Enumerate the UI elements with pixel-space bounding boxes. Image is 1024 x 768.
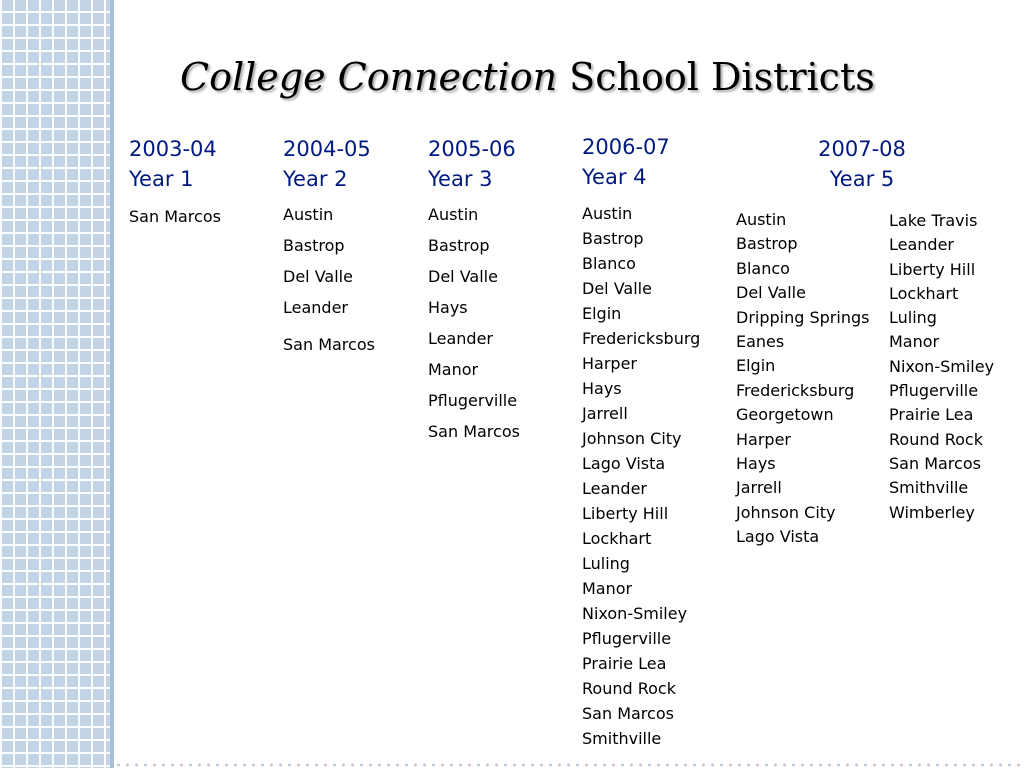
district-item: Del Valle	[428, 267, 498, 286]
district-list-year-1	[129, 201, 221, 232]
district-item: Johnson City	[582, 429, 682, 448]
district-list-year-5-a	[736, 208, 869, 550]
district-item: Smithville	[889, 478, 969, 498]
district-item: San Marcos	[283, 335, 375, 354]
column-year: Year 5	[829, 167, 895, 191]
district-item: Manor	[582, 579, 633, 598]
column-header-2004-05	[283, 134, 371, 194]
district-item: Wimberley	[889, 502, 975, 522]
column-term: 2003-04	[129, 137, 217, 161]
district-item: Leander	[889, 235, 954, 255]
district-item: Smithville	[582, 729, 662, 748]
column-term: 2006-07	[582, 135, 670, 159]
district-item: Del Valle	[582, 279, 652, 298]
district-item: Johnson City	[736, 502, 836, 522]
district-item: Prairie Lea	[889, 405, 974, 425]
decorative-bottom-border	[114, 762, 1024, 768]
district-item: Austin	[582, 204, 633, 223]
district-item: Leander	[428, 329, 493, 348]
district-item: Harper	[736, 429, 791, 449]
column-header-2006-07	[582, 132, 670, 192]
district-item: Liberty Hill	[582, 504, 669, 523]
column-year: Year 1	[129, 167, 194, 191]
district-item: Hays	[736, 454, 776, 474]
district-item: Lago Vista	[736, 527, 820, 547]
column-header-2007-08	[796, 134, 928, 194]
slide-title-rest: School Districts	[557, 55, 875, 99]
district-item: Blanco	[582, 254, 636, 273]
district-item: Jarrell	[736, 478, 782, 498]
district-list-year-2	[283, 199, 375, 360]
district-item: Nixon-Smiley	[582, 604, 688, 623]
district-item: Round Rock	[889, 429, 983, 449]
district-item: Austin	[283, 205, 334, 224]
district-item: Luling	[889, 308, 937, 328]
slide-title	[180, 52, 875, 102]
district-item: Lago Vista	[582, 454, 666, 473]
district-item: Lake Travis	[889, 211, 978, 230]
column-header-2003-04	[129, 134, 217, 194]
district-list-year-5-b	[889, 209, 994, 525]
district-item: Fredericksburg	[736, 380, 855, 400]
district-item: Leander	[283, 298, 348, 317]
district-item: Lockhart	[582, 529, 652, 548]
column-header-2005-06	[428, 134, 516, 194]
district-item: Bastrop	[283, 236, 345, 255]
district-item: Del Valle	[736, 283, 806, 303]
column-term: 2007-08	[818, 137, 906, 161]
district-item: Eanes	[736, 332, 785, 352]
slide-title-italic: College Connection	[180, 55, 558, 99]
district-item: Del Valle	[283, 267, 353, 286]
district-list-year-4	[582, 201, 700, 751]
district-item: Georgetown	[736, 405, 834, 425]
district-item: Elgin	[582, 304, 622, 323]
column-year: Year 3	[428, 167, 493, 191]
district-item: Pflugerville	[889, 381, 979, 401]
district-item: Manor	[889, 332, 940, 352]
district-item: Pflugerville	[428, 391, 518, 410]
column-term: 2005-06	[428, 137, 516, 161]
column-term: 2004-05	[283, 137, 371, 161]
district-item: Fredericksburg	[582, 329, 701, 348]
district-item: Hays	[582, 379, 622, 398]
district-item: Elgin	[736, 356, 776, 376]
district-item: Manor	[428, 360, 479, 379]
district-item: Nixon-Smiley	[889, 356, 995, 376]
district-item: Jarrell	[582, 404, 628, 423]
district-item: Austin	[736, 210, 787, 229]
district-item: Pflugerville	[582, 629, 672, 648]
district-item: Luling	[582, 554, 630, 573]
district-item: Prairie Lea	[582, 654, 667, 673]
district-item: Hays	[428, 298, 468, 317]
column-year: Year 4	[582, 165, 647, 189]
district-item: San Marcos	[889, 453, 981, 473]
district-item: Round Rock	[582, 679, 676, 698]
district-item: Bastrop	[736, 234, 798, 254]
district-item: Austin	[428, 205, 479, 224]
district-item: San Marcos	[428, 422, 520, 441]
district-item: San Marcos	[582, 704, 674, 723]
district-item: Liberty Hill	[889, 259, 976, 279]
district-item: Bastrop	[428, 236, 490, 255]
district-item: Bastrop	[582, 229, 644, 248]
district-item: Lockhart	[889, 283, 959, 303]
decorative-side-band	[0, 0, 114, 768]
district-item: Blanco	[736, 258, 790, 278]
district-item: Leander	[582, 479, 647, 498]
district-item: Harper	[582, 354, 637, 373]
district-item: San Marcos	[129, 207, 221, 226]
district-list-year-3	[428, 199, 520, 447]
district-item: Dripping Springs	[736, 307, 870, 327]
column-year: Year 2	[283, 167, 348, 191]
